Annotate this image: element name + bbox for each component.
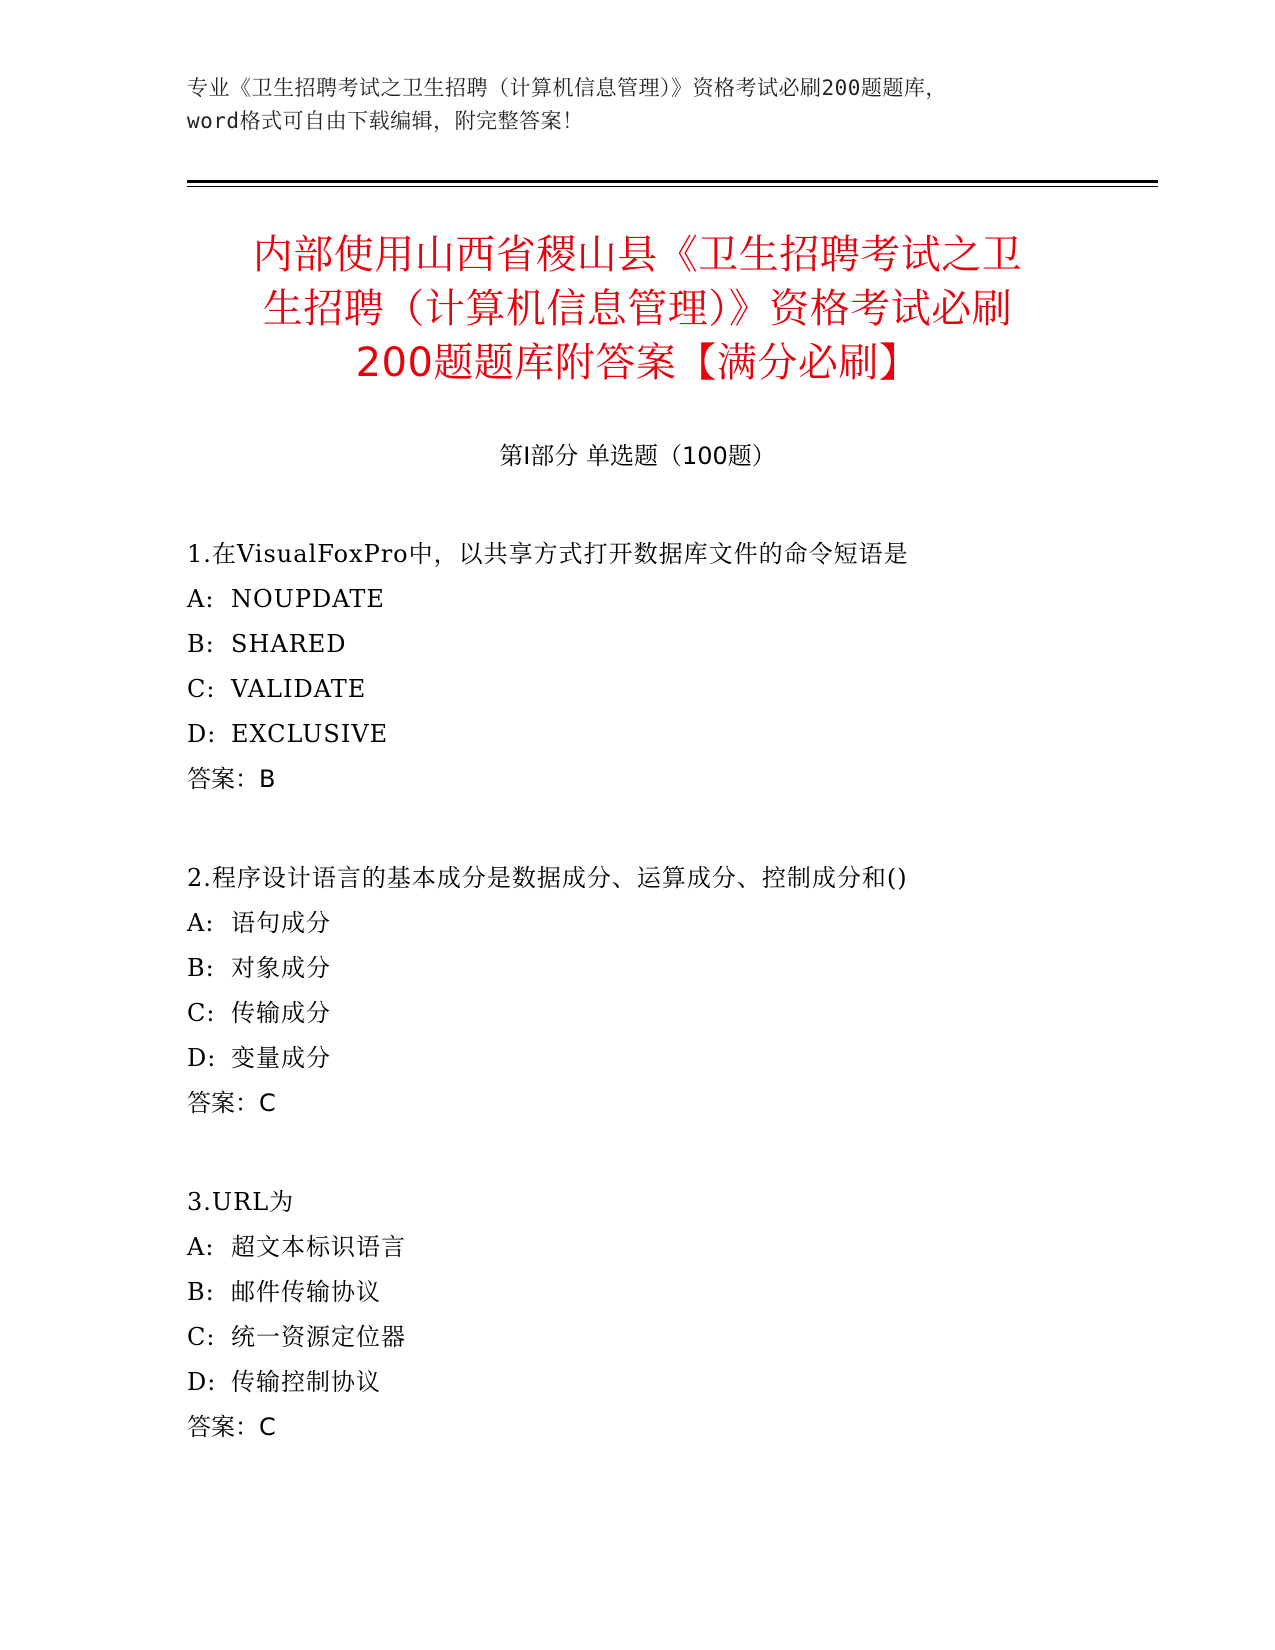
header-note [187,72,1087,138]
option-text: VALIDATE [231,675,367,703]
option-letter: C: [187,999,216,1027]
option-text: 传输控制协议 [231,1368,381,1396]
document-title [150,228,1125,390]
option-text: 统一资源定位器 [231,1323,406,1351]
option-text: 传输成分 [231,999,331,1027]
option-letter: C: [187,675,216,703]
option-text: 邮件传输协议 [231,1278,381,1306]
section-heading: 第Ⅰ部分 单选题（100题） [499,442,776,470]
option-letter: B: [187,1278,215,1306]
question-stem: 2.程序设计语言的基本成分是数据成分、运算成分、控制成分和() [187,864,908,892]
option-b [187,946,1167,991]
option-letter: A: [187,585,215,613]
option-c [187,1315,1167,1360]
question-2 [187,856,1167,1126]
header-note-line-1: 专业《卫生招聘考试之卫生招聘（计算机信息管理）》资格考试必刷200题题库， [187,76,947,100]
question-1 [187,532,1167,802]
option-letter: A: [187,1233,215,1261]
option-d [187,712,1167,757]
option-c [187,991,1167,1036]
question-stem: 3.URL为 [187,1188,295,1216]
option-letter: D: [187,1044,217,1072]
option-d [187,1360,1167,1405]
option-letter: D: [187,720,217,748]
question-3 [187,1180,1167,1450]
option-text: 超文本标识语言 [231,1233,406,1261]
header-note-line-2: word格式可自由下载编辑，附完整答案！ [187,109,584,133]
option-a [187,577,1167,622]
option-letter: C: [187,1323,216,1351]
document-title-line-3: 200题题库附答案【满分必刷】 [355,340,920,386]
option-text: 变量成分 [231,1044,331,1072]
answer-line: 答案：C [187,1089,276,1117]
question-list [187,532,1167,1504]
option-d [187,1036,1167,1081]
document-title-line-2: 生招聘（计算机信息管理）》资格考试必刷 [262,286,1013,332]
option-text: NOUPDATE [231,585,385,613]
option-c [187,667,1167,712]
answer-line: 答案：B [187,765,276,793]
document-title-line-1: 内部使用山西省稷山县《卫生招聘考试之卫 [252,232,1023,278]
option-text: EXCLUSIVE [231,720,389,748]
answer-line: 答案：C [187,1413,276,1441]
option-letter: B: [187,954,215,982]
option-text: 对象成分 [231,954,331,982]
option-b [187,622,1167,667]
option-text: 语句成分 [231,909,331,937]
question-stem: 1.在VisualFoxPro中，以共享方式打开数据库文件的命令短语是 [187,540,909,568]
option-letter: D: [187,1368,217,1396]
option-a [187,901,1167,946]
header-divider-thin [187,186,1158,187]
option-text: SHARED [231,630,347,658]
option-b [187,1270,1167,1315]
option-letter: B: [187,630,215,658]
option-a [187,1225,1167,1270]
option-letter: A: [187,909,215,937]
header-divider-thick [187,180,1158,183]
